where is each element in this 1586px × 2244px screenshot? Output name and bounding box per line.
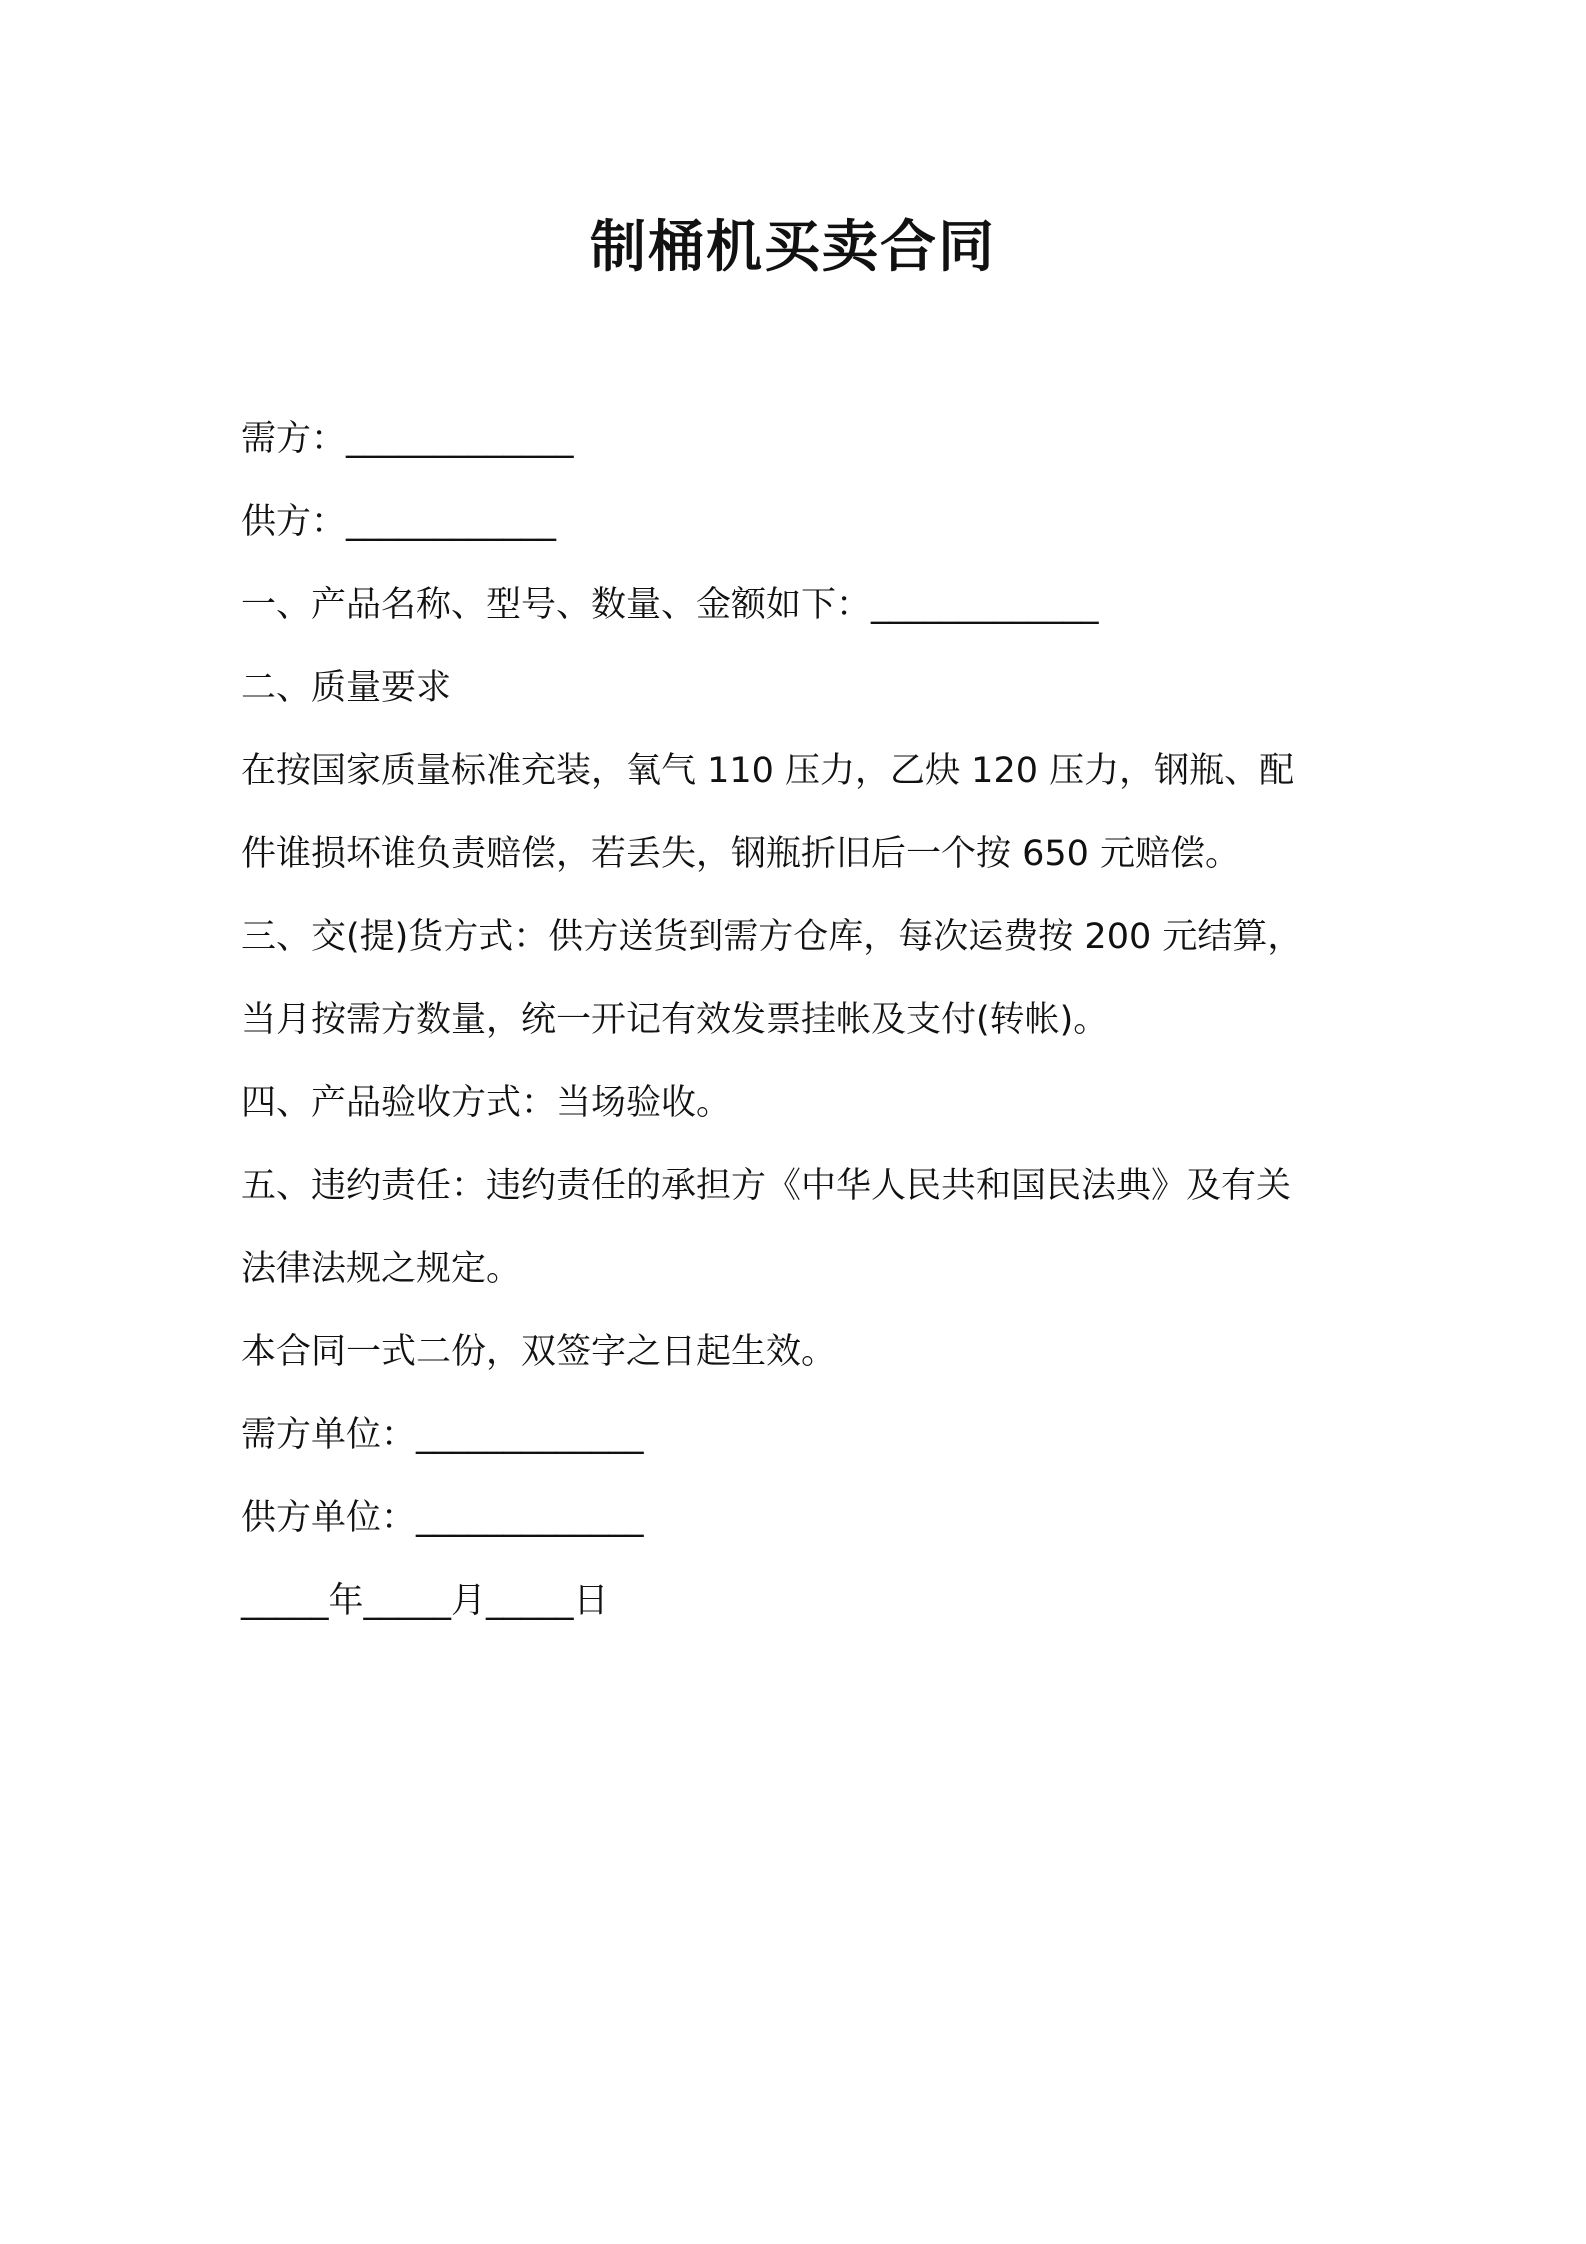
buyer-line: 需方：_____________: [241, 419, 574, 459]
effective-clause: 本合同一式二份，双签字之日起生效。: [241, 1332, 837, 1372]
clause-2-text-line-2: 件谁损坏谁负责赔偿，若丢失，钢瓶折旧后一个按 650 元赔偿。: [241, 834, 1241, 874]
clause-5-liability-line-2: 法律法规之规定。: [241, 1249, 522, 1289]
contract-body: [241, 398, 1351, 1643]
date-line: _____年_____月_____日: [241, 1581, 609, 1621]
supplier-unit-line: 供方单位：_____________: [241, 1498, 644, 1538]
clause-3-delivery-line-2: 当月按需方数量，统一开记有效发票挂帐及支付(转帐)。: [241, 1000, 1109, 1040]
clause-5-liability-line-1: 五、违约责任：违约责任的承担方《中华人民共和国民法典》及有关: [241, 1166, 1292, 1206]
clause-3-delivery-line-1: 三、交(提)货方式：供方送货到需方仓库，每次运费按 200 元结算，: [241, 917, 1303, 957]
clause-2-text-line-1: 在按国家质量标准充装，氧气 110 压力，乙炔 120 压力，钢瓶、配: [241, 751, 1295, 791]
clause-1-products: 一、产品名称、型号、数量、金额如下：_____________: [241, 585, 1099, 625]
clause-4-acceptance: 四、产品验收方式：当场验收。: [241, 1083, 732, 1123]
contract-title: 制桶机买卖合同: [590, 215, 996, 280]
buyer-unit-line: 需方单位：_____________: [241, 1415, 644, 1455]
clause-2-heading: 二、质量要求: [241, 668, 452, 708]
supplier-line: 供方：____________: [241, 502, 557, 542]
